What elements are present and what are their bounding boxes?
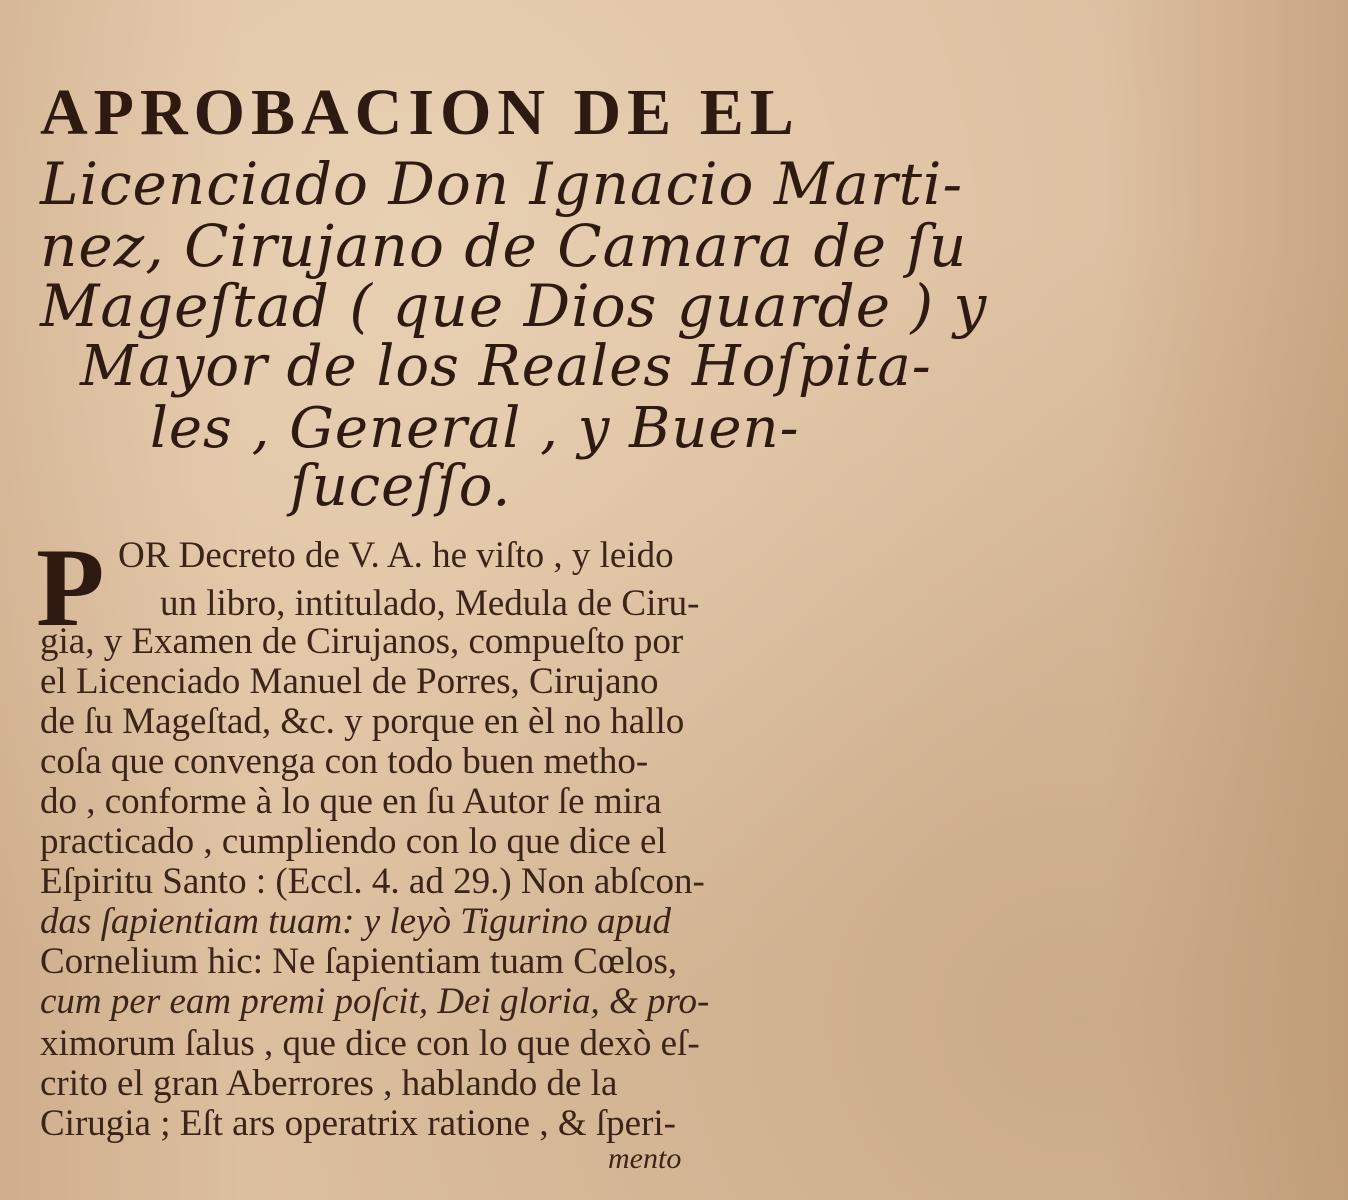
body-text-line: crito el gran Aberrores , hablando de la bbox=[40, 1063, 618, 1104]
body-text-line: Eſpiritu Santo : (Eccl. 4. ad 29.) Non abſcon- bbox=[40, 861, 705, 902]
body-text-line: do , conforme à lo que en ſu Autor ſe mira bbox=[40, 781, 662, 822]
body-text-line: gia, y Examen de Cirujanos, compueſto por bbox=[40, 621, 684, 662]
body-text-line: Cornelium hic: Ne ſapientiam tuam Cœlos, bbox=[40, 941, 678, 982]
body-text-line: ximorum ſalus , que dice con lo que dexò eſ- bbox=[40, 1023, 700, 1064]
body-text-line: de ſu Mageſtad, &c. y porque en èl no hallo bbox=[40, 701, 685, 742]
body-text-line: el Licenciado Manuel de Porres, Cirujano bbox=[40, 661, 659, 702]
body-text-line: OR Decreto de V. A. he viſto , y leido bbox=[118, 535, 674, 576]
approval-title-line-6: les , General , y Buen- bbox=[150, 396, 800, 461]
approval-title-line-7: ſuceſſo. bbox=[290, 454, 512, 519]
body-text-line: cum per eam premi poſcit, Dei gloria, & pro- bbox=[40, 981, 710, 1022]
body-text-line: practicado , cumpliendo con lo que dice el bbox=[40, 821, 667, 862]
body-text-line: un libro, intitulado, Medula de Ciru- bbox=[160, 583, 700, 624]
approval-title-line-3: nez, Cirujano de Camara de ſu bbox=[40, 212, 968, 280]
body-text-line: coſa que convenga con todo buen metho- bbox=[40, 741, 649, 782]
approval-title-line-1: APROBACION DE EL bbox=[40, 76, 800, 149]
approval-title-line-4: Mageſtad ( que Dios guarde ) y bbox=[40, 272, 988, 340]
approval-title-line-2: Licenciado Don Ignacio Marti- bbox=[40, 150, 964, 218]
body-text-line: das ſapientiam tuam: y leyò Tigurino apud bbox=[40, 901, 672, 942]
approval-title-line-5: Mayor de los Reales Hoſpita- bbox=[80, 334, 932, 399]
body-text-line: Cirugia ; Eſt ars operatrix ratione , & ſperi- bbox=[40, 1103, 676, 1144]
catchword: mento bbox=[608, 1142, 682, 1175]
drop-cap-letter: P bbox=[36, 526, 105, 650]
